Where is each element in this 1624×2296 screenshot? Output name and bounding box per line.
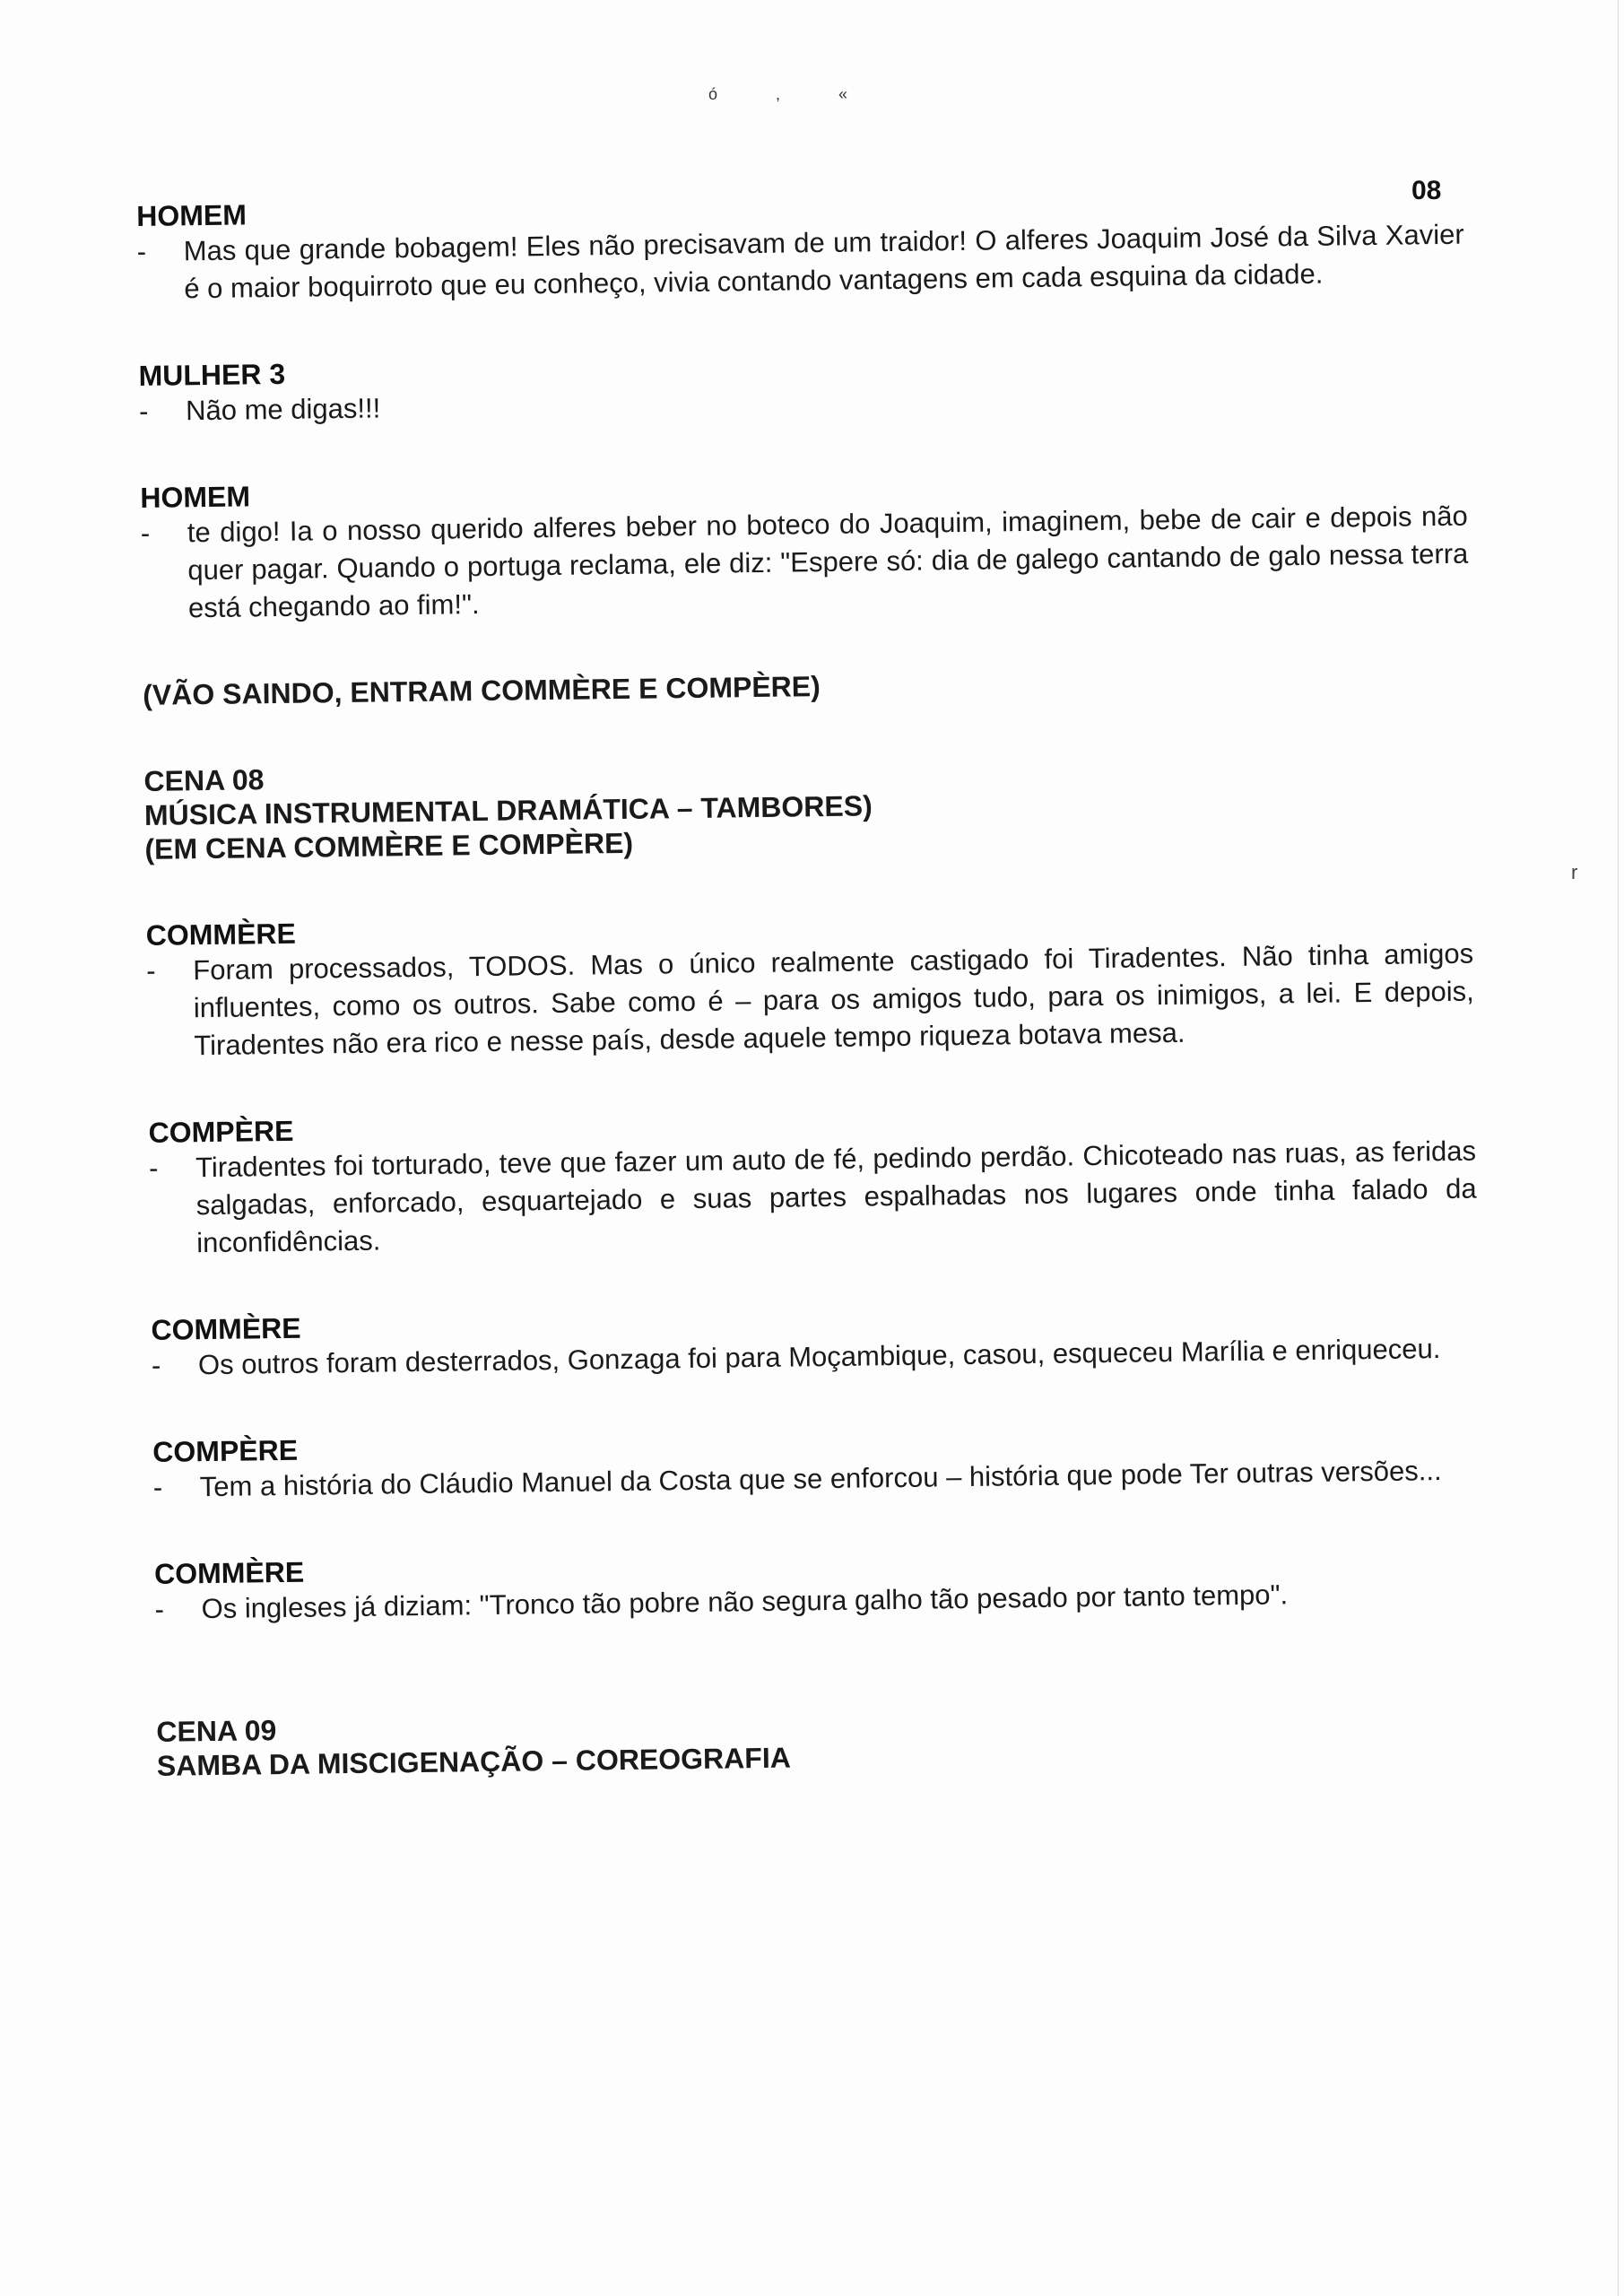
dialogue-block [145, 901, 1474, 1065]
dialogue-text: Tiradentes foi torturado, teve que fazer um auto de fé, pedindo perdão. Chicoteado nas ruas, as feridas salgadas, enforcado, esquartejado e suas partes espalhadas nos lugares onde tinha falado da inconfidências. [195, 1135, 1477, 1259]
stage-direction: (EM CENA COMMÈRE E COMPÈRE) [144, 826, 634, 865]
speaker-name: COMPÈRE [152, 1433, 299, 1468]
margin-mark: r [1571, 861, 1578, 883]
scene-heading: CENA 08 [143, 763, 265, 797]
dialogue-text: Foram processados, TODOS. Mas o único realmente castigado foi Tiradentes. Não tinha amigos influentes, como os outros. Sabe como é – para os amigos tudo, para os inimigos, a lei. E depois, Tiradentes não era rico e nesse país, desde aquele tempo riqueza botava mesa. [193, 937, 1474, 1062]
dialogue-dash: - [140, 517, 151, 549]
script-content [136, 182, 1485, 1835]
dialogue-text: Os ingleses já diziam: "Tronco tão pobre não segura galho tão pesado por tanto tempo". [201, 1578, 1289, 1625]
dialogue-dash: - [138, 395, 149, 427]
dialogue-line [146, 935, 1475, 1065]
dialogue-line [136, 216, 1464, 309]
dialogue-block [148, 1099, 1477, 1263]
dialogue-text: Não me digas!!! [185, 392, 381, 427]
dialogue-text: Os outros foram desterrados, Gonzaga foi para Moçambique, casou, esqueceu Marília e enriqueceu. [197, 1333, 1441, 1381]
dialogue-line [149, 1133, 1478, 1263]
dialogue-text: Tem a história do Cláudio Manuel da Costa que se enforcou – história que pode Ter outras versões... [199, 1455, 1442, 1503]
dialogue-block [138, 342, 1466, 430]
scene-heading-block [143, 747, 1472, 866]
dialogue-block [154, 1539, 1482, 1628]
dialogue-text: Mas que grande bobagem! Eles não precisavam de um traidor! O alferes Joaquim José da Silva Xavier é o maior boquirroto que eu conheço, vivia contando vantagens em cada esquina da cidade. [183, 218, 1464, 305]
dialogue-dash: - [154, 1593, 165, 1625]
stage-direction-block [143, 661, 1470, 712]
dialogue-dash: - [151, 1349, 161, 1381]
dialogue-block [136, 182, 1464, 309]
dialogue-dash: - [136, 235, 147, 267]
speaker-name: HOMEM [136, 198, 248, 232]
dialogue-line [141, 498, 1470, 628]
dialogue-dash: - [146, 954, 156, 987]
scan-mark: ó , « [708, 85, 875, 103]
scene-heading-block [156, 1697, 1484, 1782]
dialogue-dash: - [152, 1471, 163, 1503]
scene-heading: CENA 09 [156, 1714, 277, 1748]
dialogue-block [140, 464, 1469, 628]
speaker-name: COMMÈRE [153, 1555, 305, 1590]
scene-subheading: SAMBA DA MISCIGENAÇÃO – COREOGRAFIA [156, 1741, 792, 1782]
speaker-name: COMMÈRE [151, 1311, 301, 1346]
dialogue-text: te digo! Ia o nosso querido alferes beber no boteco do Joaquim, imaginem, bebe de cair e depois não quer pagar. Quando o portuga reclama, ele diz: "Espere só: dia de galego cantando de galo nessa terra está chegando ao fim!". [187, 500, 1469, 624]
dialogue-block [152, 1418, 1481, 1507]
speaker-name: COMMÈRE [145, 917, 297, 952]
speaker-name: HOMEM [140, 480, 251, 514]
speaker-name: MULHER 3 [138, 357, 286, 392]
dialogue-dash: - [148, 1152, 159, 1184]
speaker-name: COMPÈRE [148, 1114, 294, 1149]
stage-direction: (VÃO SAINDO, ENTRAM COMMÈRE E COMPÈRE) [143, 670, 821, 711]
dialogue-block [151, 1296, 1479, 1385]
page-number: 08 [1411, 176, 1442, 205]
scene-subheading: MÚSICA INSTRUMENTAL DRAMÁTICA – TAMBORES) [143, 789, 873, 831]
scan-edge [1618, 0, 1619, 2296]
